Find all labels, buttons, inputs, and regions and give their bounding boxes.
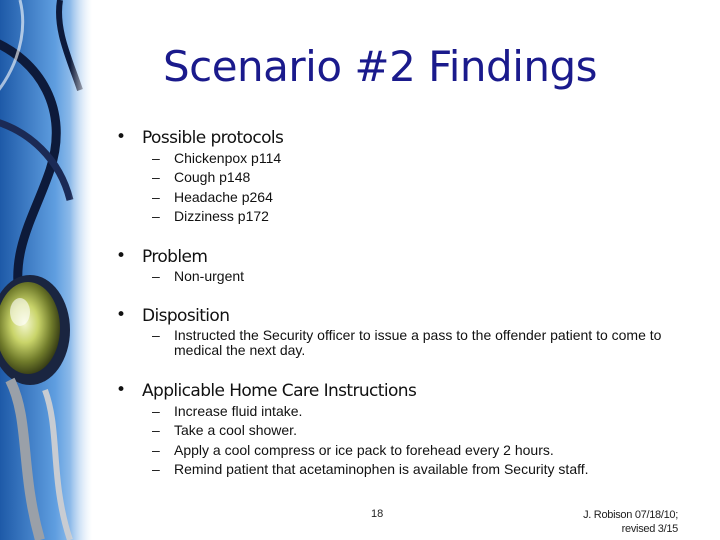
list-item-text: Cough p148 (174, 169, 251, 186)
dash-glyph: – (152, 441, 160, 458)
sublist-protocols (152, 149, 281, 227)
list-item (152, 402, 589, 421)
dash-glyph: – (152, 208, 160, 225)
credit-footer (540, 508, 678, 536)
bullet-glyph: • (116, 127, 126, 147)
list-item-text: Instructed the Security officer to issue a pass to the offender patient to come to medical the next day. (174, 327, 662, 358)
list-item (152, 207, 281, 226)
sublist-home-care (152, 402, 589, 480)
list-item-text: Increase fluid intake. (174, 403, 303, 419)
list-item (152, 441, 589, 460)
bullet-label: Applicable Home Care Instructions (142, 381, 417, 401)
list-item-text: Apply a cool compress or ice pack to forehead every 2 hours. (174, 441, 554, 458)
stethoscope-image (0, 0, 92, 540)
list-item-text: Non-urgent (174, 268, 245, 284)
sublist-disposition (152, 328, 679, 358)
dash-glyph: – (152, 403, 160, 419)
bullet-glyph: • (116, 380, 126, 400)
stethoscope-icon (0, 0, 92, 540)
dash-glyph: – (152, 188, 160, 205)
dash-glyph: – (152, 461, 160, 478)
dash-glyph: – (152, 150, 160, 166)
list-item (152, 421, 589, 440)
list-item (152, 328, 679, 358)
bullet-label: Problem (142, 247, 208, 267)
list-item (152, 267, 244, 286)
list-item (152, 149, 281, 168)
dash-glyph: – (152, 169, 160, 186)
credit-line-1: J. Robison 07/18/10; (583, 509, 678, 521)
list-item (152, 188, 281, 207)
page-number: 18 (371, 508, 384, 520)
bullet-glyph: • (116, 246, 126, 266)
bullet-label: Possible protocols (142, 128, 284, 148)
list-item-text: Remind patient that acetaminophen is available from Security staff. (174, 461, 589, 478)
dash-glyph: – (152, 327, 160, 343)
bullet-label: Disposition (142, 306, 230, 326)
credit-line-2: revised 3/15 (621, 523, 678, 535)
slide-title: Scenario #2 Findings (162, 42, 598, 91)
list-item-text: Chickenpox p114 (174, 150, 282, 166)
sublist-problem (152, 267, 244, 286)
dash-glyph: – (152, 422, 160, 439)
list-item (152, 168, 281, 187)
list-item-text: Headache p264 (174, 188, 273, 205)
list-item-text: Dizziness p172 (174, 208, 269, 225)
list-item-text: Take a cool shower. (174, 422, 297, 439)
dash-glyph: – (152, 268, 160, 284)
bullet-glyph: • (116, 305, 126, 325)
list-item (152, 460, 589, 479)
